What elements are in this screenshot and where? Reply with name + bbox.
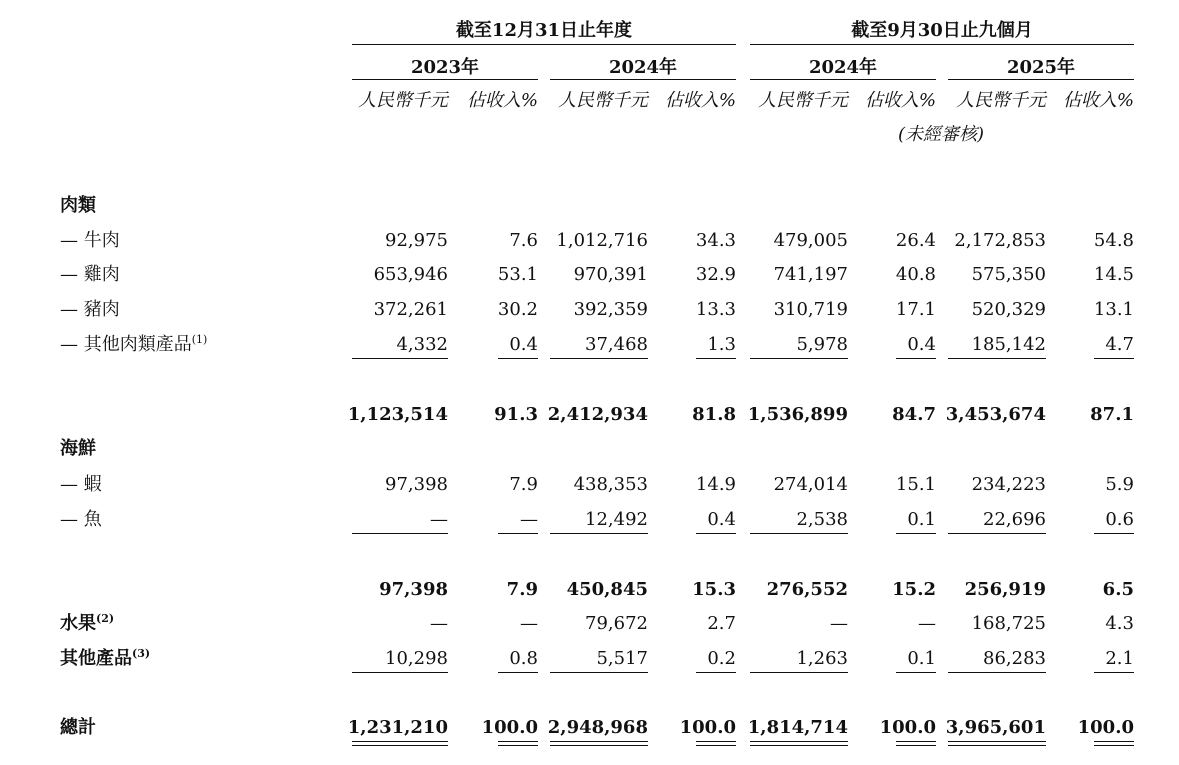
value-cell-total: 100.0 xyxy=(481,717,538,738)
value-cell-pork: 372,261 xyxy=(373,299,448,320)
value-cell-meat-subtotal: 91.3 xyxy=(494,404,538,425)
row-label-pork: — 豬肉 xyxy=(60,299,120,320)
unit-header-amount: 人民幣千元 xyxy=(758,90,848,111)
subtotal-rule xyxy=(750,533,848,534)
value-cell-other-meat: 4.7 xyxy=(1105,334,1134,355)
value-cell-fish: 0.4 xyxy=(707,509,736,530)
value-cell-chicken: 653,946 xyxy=(373,264,448,285)
subtotal-rule xyxy=(1094,358,1134,359)
value-cell-fruit: 79,672 xyxy=(585,613,648,634)
value-cell-beef: 54.8 xyxy=(1093,230,1134,251)
value-cell-pork: 30.2 xyxy=(497,299,538,320)
value-cell-seafood-subtotal: 6.5 xyxy=(1102,579,1134,600)
year-header: 2025年 xyxy=(1006,57,1076,78)
total-double-rule xyxy=(750,741,848,746)
footnote-ref: (3) xyxy=(132,647,151,660)
value-cell-fish: — xyxy=(430,509,448,530)
value-cell-other-products: 86,283 xyxy=(983,648,1046,669)
subtotal-rule xyxy=(498,358,538,359)
value-cell-meat-subtotal: 81.8 xyxy=(692,404,736,425)
period-header-year-end: 截至12月31日止年度 xyxy=(455,20,633,41)
unit-header-pct: 佔收入% xyxy=(664,90,736,111)
value-cell-other-products: 0.2 xyxy=(707,648,736,669)
value-cell-beef: 92,975 xyxy=(385,230,448,251)
unit-header-amount: 人民幣千元 xyxy=(358,90,448,111)
value-cell-beef: 2,172,853 xyxy=(954,230,1046,251)
year-underline xyxy=(750,79,936,80)
value-cell-other-products: 1,263 xyxy=(796,648,848,669)
value-cell-pork: 310,719 xyxy=(773,299,848,320)
value-cell-fruit: — xyxy=(520,613,538,634)
total-double-rule xyxy=(1094,741,1134,746)
subtotal-rule xyxy=(550,533,648,534)
value-cell-seafood-subtotal: 97,398 xyxy=(379,579,448,600)
value-cell-fish: 2,538 xyxy=(796,509,848,530)
total-rule xyxy=(896,672,936,673)
value-cell-pork: 13.3 xyxy=(695,299,736,320)
total-double-rule xyxy=(696,741,736,746)
value-cell-fish: 0.6 xyxy=(1105,509,1134,530)
unit-header-pct: 佔收入% xyxy=(1062,90,1134,111)
subtotal-rule xyxy=(352,358,448,359)
total-double-rule xyxy=(550,741,648,746)
value-cell-shrimp: 234,223 xyxy=(971,474,1046,495)
unaudited-note: (未經審核) xyxy=(897,124,985,145)
period-underline xyxy=(750,44,1134,45)
value-cell-other-meat: 37,468 xyxy=(585,334,648,355)
value-cell-chicken: 14.5 xyxy=(1093,264,1134,285)
value-cell-beef: 26.4 xyxy=(895,230,936,251)
value-cell-shrimp: 7.9 xyxy=(509,474,538,495)
row-label-fish: — 魚 xyxy=(60,509,102,530)
value-cell-beef: 1,012,716 xyxy=(556,230,648,251)
seafood-heading: 海鮮 xyxy=(60,438,96,459)
subtotal-rule xyxy=(498,533,538,534)
subtotal-rule xyxy=(550,358,648,359)
value-cell-fish: 22,696 xyxy=(983,509,1046,530)
value-cell-seafood-subtotal: 7.9 xyxy=(506,579,538,600)
subtotal-rule xyxy=(696,533,736,534)
value-cell-chicken: 40.8 xyxy=(895,264,936,285)
row-label-other-meat: — 其他肉類產品$^{(1)}$ xyxy=(60,333,208,355)
value-cell-total: 100.0 xyxy=(679,717,736,738)
value-cell-other-meat: 1.3 xyxy=(707,334,736,355)
unit-header-pct: 佔收入% xyxy=(466,90,538,111)
subtotal-rule xyxy=(948,533,1046,534)
value-cell-pork: 13.1 xyxy=(1093,299,1134,320)
row-label-other-products: 其他產品$^{(3)}$ xyxy=(60,647,151,669)
total-rule xyxy=(948,672,1046,673)
value-cell-fish: — xyxy=(520,509,538,530)
value-cell-fish: 12,492 xyxy=(585,509,648,530)
total-rule xyxy=(1094,672,1134,673)
value-cell-chicken: 53.1 xyxy=(497,264,538,285)
value-cell-shrimp: 97,398 xyxy=(385,474,448,495)
subtotal-rule xyxy=(750,358,848,359)
subtotal-rule xyxy=(896,533,936,534)
value-cell-chicken: 575,350 xyxy=(971,264,1046,285)
value-cell-fruit: 4.3 xyxy=(1105,613,1134,634)
value-cell-fish: 0.1 xyxy=(907,509,936,530)
row-label-chicken: — 雞肉 xyxy=(60,264,120,285)
value-cell-chicken: 32.9 xyxy=(695,264,736,285)
value-cell-fruit: — xyxy=(830,613,848,634)
value-cell-meat-subtotal: 3,453,674 xyxy=(945,404,1046,425)
row-label-fruit: 水果$^{(2)}$ xyxy=(60,612,115,634)
value-cell-total: 100.0 xyxy=(1077,717,1134,738)
total-double-rule xyxy=(498,741,538,746)
value-cell-other-products: 5,517 xyxy=(596,648,648,669)
value-cell-pork: 17.1 xyxy=(895,299,936,320)
value-cell-fruit: 168,725 xyxy=(971,613,1046,634)
value-cell-other-products: 10,298 xyxy=(385,648,448,669)
value-cell-seafood-subtotal: 450,845 xyxy=(566,579,648,600)
value-cell-beef: 7.6 xyxy=(509,230,538,251)
value-cell-other-meat: 185,142 xyxy=(971,334,1046,355)
total-rule xyxy=(750,672,848,673)
value-cell-meat-subtotal: 2,412,934 xyxy=(547,404,648,425)
row-label-shrimp: — 蝦 xyxy=(60,474,102,495)
value-cell-shrimp: 15.1 xyxy=(895,474,936,495)
total-rule xyxy=(352,672,448,673)
total-double-rule xyxy=(352,741,448,746)
subtotal-rule xyxy=(948,358,1046,359)
unit-header-amount: 人民幣千元 xyxy=(558,90,648,111)
value-cell-total: 2,948,968 xyxy=(547,717,648,738)
subtotal-rule xyxy=(1094,533,1134,534)
subtotal-rule xyxy=(896,358,936,359)
value-cell-total: 100.0 xyxy=(879,717,936,738)
value-cell-other-meat: 0.4 xyxy=(509,334,538,355)
value-cell-seafood-subtotal: 276,552 xyxy=(766,579,848,600)
subtotal-rule xyxy=(696,358,736,359)
value-cell-pork: 520,329 xyxy=(971,299,1046,320)
value-cell-total: 3,965,601 xyxy=(945,717,1046,738)
year-underline xyxy=(352,79,538,80)
total-rule xyxy=(550,672,648,673)
value-cell-seafood-subtotal: 256,919 xyxy=(964,579,1046,600)
footnote-ref: (2) xyxy=(96,612,115,625)
value-cell-shrimp: 438,353 xyxy=(573,474,648,495)
value-cell-meat-subtotal: 1,123,514 xyxy=(347,404,448,425)
meat-heading: 肉類 xyxy=(60,195,96,216)
total-double-rule xyxy=(896,741,936,746)
value-cell-shrimp: 274,014 xyxy=(773,474,848,495)
value-cell-other-meat: 0.4 xyxy=(907,334,936,355)
value-cell-meat-subtotal: 1,536,899 xyxy=(747,404,848,425)
year-header: 2024年 xyxy=(808,57,878,78)
unit-header-pct: 佔收入% xyxy=(864,90,936,111)
year-underline xyxy=(948,79,1134,80)
value-cell-other-products: 2.1 xyxy=(1105,648,1134,669)
total-rule xyxy=(498,672,538,673)
value-cell-shrimp: 14.9 xyxy=(695,474,736,495)
value-cell-shrimp: 5.9 xyxy=(1105,474,1134,495)
row-label-total: 總計 xyxy=(60,717,96,738)
year-header: 2024年 xyxy=(608,57,678,78)
unit-header-amount: 人民幣千元 xyxy=(956,90,1046,111)
value-cell-other-meat: 5,978 xyxy=(796,334,848,355)
value-cell-pork: 392,359 xyxy=(573,299,648,320)
value-cell-seafood-subtotal: 15.2 xyxy=(892,579,936,600)
value-cell-other-products: 0.8 xyxy=(509,648,538,669)
value-cell-chicken: 970,391 xyxy=(573,264,648,285)
value-cell-chicken: 741,197 xyxy=(773,264,848,285)
total-rule xyxy=(696,672,736,673)
footnote-ref: (1) xyxy=(191,333,208,346)
value-cell-fruit: 2.7 xyxy=(707,613,736,634)
year-header: 2023年 xyxy=(410,57,480,78)
subtotal-rule xyxy=(352,533,448,534)
period-header-nine-months: 截至9月30日止九個月 xyxy=(851,20,1033,41)
value-cell-fruit: — xyxy=(918,613,936,634)
value-cell-seafood-subtotal: 15.3 xyxy=(692,579,736,600)
value-cell-fruit: — xyxy=(430,613,448,634)
value-cell-total: 1,231,210 xyxy=(347,717,448,738)
value-cell-meat-subtotal: 84.7 xyxy=(892,404,936,425)
value-cell-other-meat: 4,332 xyxy=(396,334,448,355)
total-double-rule xyxy=(948,741,1046,746)
period-underline xyxy=(352,44,736,45)
value-cell-total: 1,814,714 xyxy=(747,717,848,738)
value-cell-meat-subtotal: 87.1 xyxy=(1090,404,1134,425)
value-cell-beef: 34.3 xyxy=(695,230,736,251)
year-underline xyxy=(550,79,736,80)
value-cell-beef: 479,005 xyxy=(773,230,848,251)
value-cell-other-products: 0.1 xyxy=(907,648,936,669)
row-label-beef: — 牛肉 xyxy=(60,230,120,251)
